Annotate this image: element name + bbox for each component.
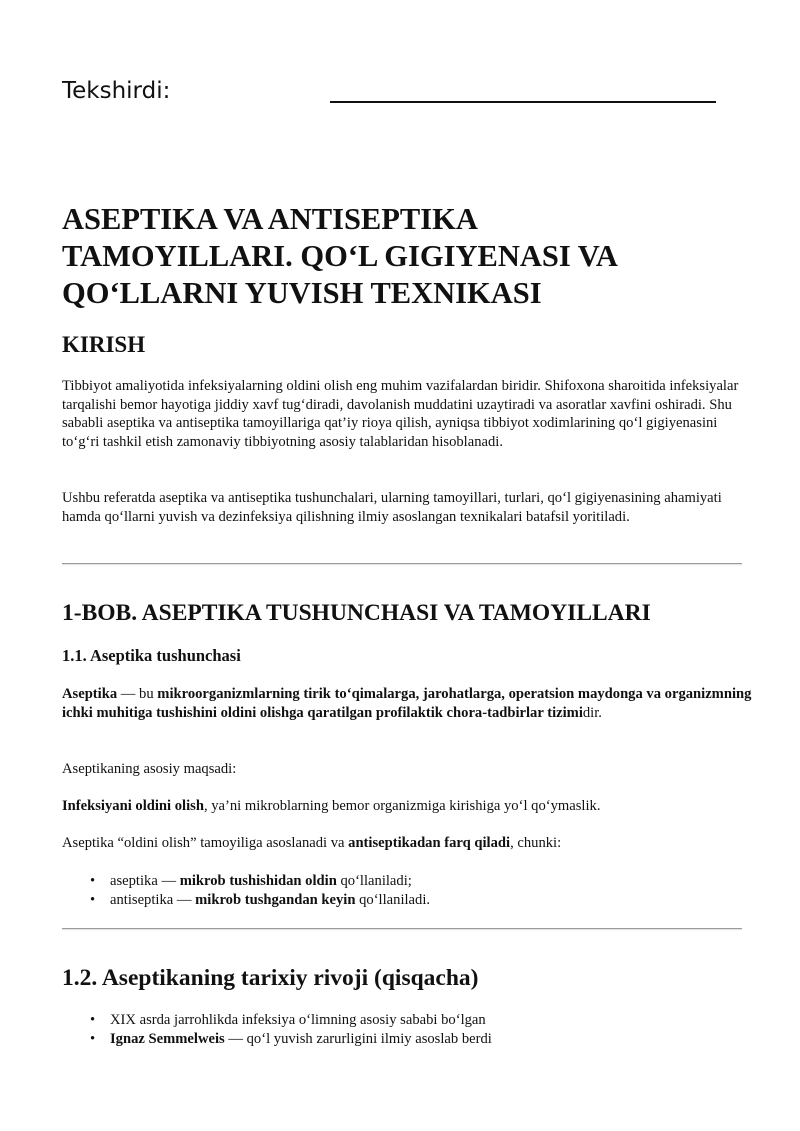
- goal-label: Aseptikaning asosiy maqsadi:: [62, 761, 237, 777]
- bullet-icon: •: [90, 1012, 96, 1028]
- signature-line: [330, 101, 716, 103]
- section-1-2-heading: 1.2. Aseptikaning tarixiy rivoji (qisqacha): [62, 965, 479, 991]
- difference-end: , chunki:: [510, 835, 562, 851]
- title-line-2: TAMOYILLARI. QO‘L GIGIYENASI VA: [62, 239, 618, 273]
- title-line-3: QO‘LLARNI YUVISH TEXNIKASI: [62, 276, 542, 310]
- list-item: • Ignaz Semmelweis — qo‘l yuvish zarurligini ilmiy asoslab berdi: [90, 1030, 492, 1047]
- document-title: [62, 201, 762, 312]
- intro-heading: KIRISH: [62, 332, 146, 357]
- bullet-icon: •: [90, 891, 96, 908]
- section-divider: [62, 563, 742, 564]
- title-line-1: ASEPTIKA VA ANTISEPTIKA: [62, 202, 478, 236]
- aseptika-definition: [62, 685, 752, 722]
- definition-end: dir.: [582, 704, 602, 721]
- difference-text: [62, 834, 752, 853]
- difference-bold: antiseptikadan farq qiladi: [348, 835, 511, 851]
- goal-rest: , ya’ni mikroblarning bemor organizmiga kirishiga yo‘l qo‘ymaslik.: [203, 798, 601, 814]
- history-list: [62, 1011, 752, 1048]
- section-divider: [62, 928, 742, 929]
- list-item: • antiseptika — mikrob tushgandan keyin qo‘llaniladi.: [90, 891, 431, 908]
- intro-paragraph-2: Ushbu referatda aseptika va antiseptika tushunchalari, ularning tamoyillari, turlari, qo‘l gigiyenasining ahamiyati hamda qo‘llarni yuvish va dezinfeksiya qilishning ilmiy asoslangan texnikalari batafsil yoritiladi.: [62, 490, 722, 525]
- definition-term: Aseptika: [62, 686, 118, 702]
- definition-bold: mikroorganizmlarning tirik to‘qimalarga, jarohatlarga, operatsion maydonga va organizmning ichki muhitiga tushishini oldini olishga qaratilgan profilaktik chora-tadbirlar tizimi: [62, 686, 752, 721]
- list-item: • aseptika — mikrob tushishidan oldin qo‘llaniladi;: [90, 873, 412, 889]
- difference-list: [62, 872, 752, 909]
- section-1-1-heading: 1.1. Aseptika tushunchasi: [62, 646, 241, 665]
- bullet-icon: •: [90, 1030, 96, 1047]
- goal-bold: Infeksiyani oldini olish: [62, 798, 204, 814]
- difference-start: Aseptika “oldini olish” tamoyiliga asoslanadi va: [62, 835, 349, 851]
- goal-text: [62, 797, 752, 816]
- list-item: • XIX asrda jarrohlikda infeksiya o‘limning asosiy sababi bo‘lgan: [90, 1012, 486, 1028]
- intro-paragraph-1: Tibbiyot amaliyotida infeksiyalarning oldini olish eng muhim vazifalardan biridir. Shifoxona sharoitida infeksiyalar tarqalishi bemor hayotiga jiddiy xavf tug‘diradi, davolanish muddatini uzaytiradi va asoratlar xavfini oshiradi. Shu sababli aseptika va antiseptika tamoyillariga qat’iy rioya qilish, ayniqsa tibbiyot xodimlarining qo‘l gigiyenasini to‘g‘ri tashkil etish zamonaviy tibbiyotning asosiy talablaridan hisoblanadi.: [62, 378, 739, 450]
- chapter-1-heading: 1-BOB. ASEPTIKA TUSHUNCHASI VA TAMOYILLARI: [62, 600, 651, 626]
- bullet-icon: •: [90, 873, 96, 889]
- checker-label: Tekshirdi:: [62, 78, 171, 104]
- definition-dash: — bu: [117, 686, 158, 702]
